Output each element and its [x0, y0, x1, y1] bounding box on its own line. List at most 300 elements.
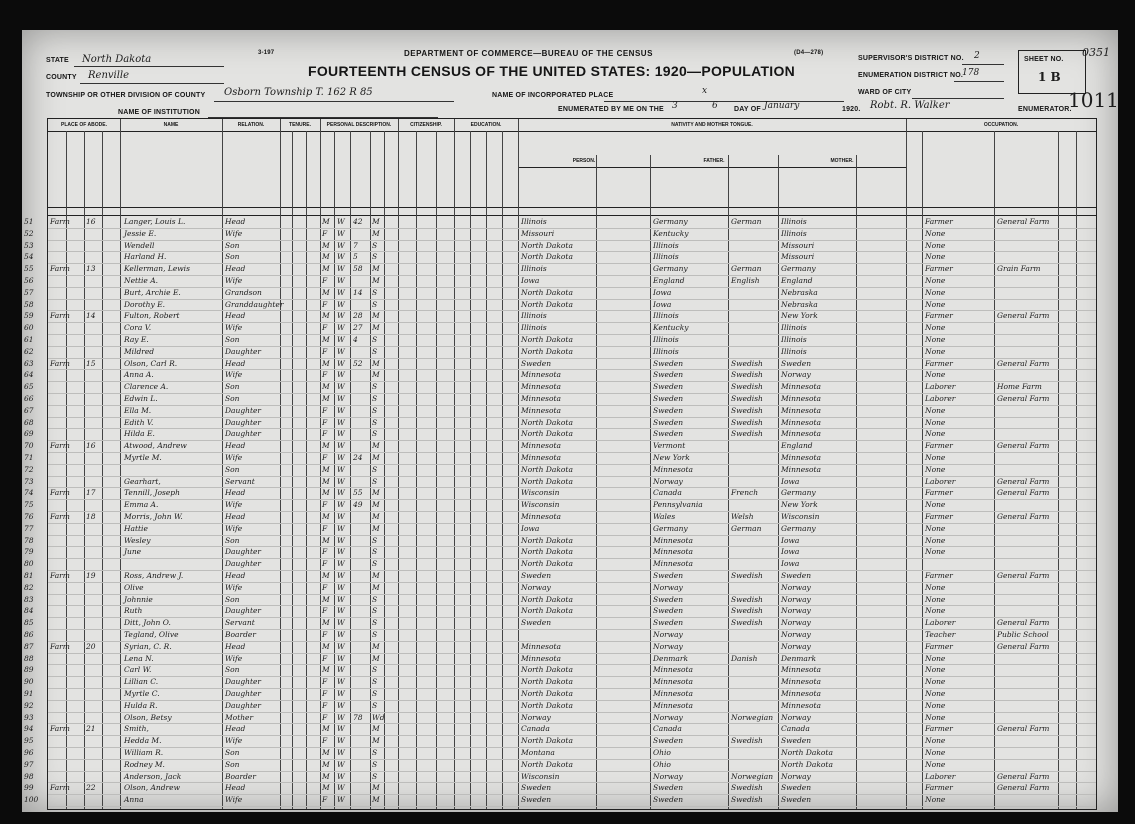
cell-occ: None	[925, 500, 946, 510]
cell-sex: M	[322, 724, 330, 734]
cell-birth: Illinois	[521, 323, 547, 333]
cell-name: Kellerman, Lewis	[124, 264, 190, 274]
cell-rel: Son	[225, 252, 240, 262]
cell-ftongue: Swedish	[731, 394, 763, 403]
cell-mbirth: Sweden	[781, 358, 812, 368]
cell-sex: F	[322, 500, 328, 510]
state-value: North Dakota	[82, 54, 152, 65]
cell-n: 82	[24, 582, 34, 592]
cell-mbirth: New York	[781, 311, 818, 321]
cell-ms: S	[372, 252, 378, 262]
cell-ms: S	[372, 665, 378, 675]
group-nativity: NATIVITY AND MOTHER TONGUE.	[518, 119, 907, 132]
cell-occ: Laborer	[925, 394, 956, 403]
cell-sex: F	[322, 417, 328, 427]
cell-sex: M	[322, 783, 330, 793]
cell-name: Ella M.	[124, 405, 152, 415]
cell-sex: M	[322, 512, 330, 521]
cell-race: W	[337, 464, 345, 474]
cell-name: Burt, Archie E.	[124, 287, 181, 297]
cell-name: Olive	[124, 582, 144, 592]
cell-n: 74	[24, 488, 34, 498]
cell-n: 84	[24, 606, 34, 616]
cell-race: W	[337, 287, 345, 297]
cell-mbirth: Sweden	[781, 736, 812, 746]
cell-dw: Farm	[50, 441, 70, 451]
cell-rel: Wife	[225, 795, 243, 805]
cell-n: 72	[24, 464, 34, 474]
cell-mbirth: Missouri	[781, 240, 815, 250]
cell-name: Morris, John W.	[124, 512, 183, 521]
cell-dw: Farm	[50, 311, 70, 321]
cell-race: W	[337, 771, 345, 781]
cell-name: Rodney M.	[124, 759, 165, 769]
cell-fbirth: Norway	[653, 476, 683, 486]
cell-rel: Son	[225, 594, 240, 604]
enumerator-label: ENUMERATOR.	[1018, 106, 1072, 113]
cell-fbirth: Minnesota	[653, 689, 694, 698]
cell-mbirth: Minnesota	[781, 405, 822, 415]
cell-rel: Boarder	[225, 771, 256, 781]
cell-ftongue: German	[731, 523, 762, 533]
cell-ms: S	[372, 382, 378, 392]
cell-ind: Home Farm	[997, 382, 1042, 392]
cell-ftongue: Swedish	[731, 795, 763, 805]
cell-birth: Illinois	[521, 264, 547, 274]
cell-rel: Daughter	[225, 429, 261, 439]
cell-fbirth: Germany	[653, 217, 688, 226]
cell-rel: Head	[225, 264, 246, 274]
cell-mbirth: Canada	[781, 724, 810, 734]
cell-ms: S	[372, 429, 378, 439]
cell-n: 53	[24, 240, 34, 250]
cell-occ: None	[925, 464, 946, 474]
cell-race: W	[337, 394, 345, 403]
cell-ind: General Farm	[997, 441, 1050, 451]
cell-ind: Public School	[997, 630, 1049, 639]
cell-occ: None	[925, 748, 946, 757]
cell-n: 55	[24, 264, 34, 274]
cell-birth: North Dakota	[521, 464, 573, 474]
cell-mbirth: Norway	[781, 712, 811, 722]
cell-sex: M	[322, 641, 330, 651]
cell-rel: Son	[225, 240, 240, 250]
cell-ind: General Farm	[997, 618, 1050, 628]
cell-fbirth: Wales	[653, 512, 676, 521]
cell-name: Ditt, John O.	[124, 618, 171, 628]
cell-ms: S	[372, 335, 378, 344]
cell-sex: F	[322, 582, 328, 592]
cell-rel: Head	[225, 641, 246, 651]
cell-race: W	[337, 264, 345, 274]
cell-race: W	[337, 665, 345, 675]
cell-birth: North Dakota	[521, 240, 573, 250]
cell-sex: F	[322, 677, 328, 687]
cell-rel: Daughter	[225, 559, 261, 569]
cell-dw: Farm	[50, 264, 70, 274]
cell-occ: None	[925, 795, 946, 805]
cell-birth: North Dakota	[521, 559, 573, 569]
cell-race: W	[337, 582, 345, 592]
cell-name: Johnnie	[124, 594, 153, 604]
cell-fbirth: Sweden	[653, 417, 684, 427]
cell-race: W	[337, 429, 345, 439]
cell-n: 89	[24, 665, 34, 675]
cell-sex: M	[322, 264, 330, 274]
cell-ftongue: Welsh	[731, 512, 754, 521]
cell-name: Cora V.	[124, 323, 152, 333]
cell-name: Jessie E.	[124, 228, 157, 238]
cell-dw: Farm	[50, 488, 70, 498]
cell-occ: None	[925, 299, 946, 309]
cell-occ: Laborer	[925, 476, 956, 486]
cell-n: 85	[24, 618, 34, 628]
cell-sex: F	[322, 323, 328, 333]
cell-ms: M	[372, 217, 380, 226]
cell-occ: None	[925, 582, 946, 592]
cell-mbirth: Germany	[781, 523, 816, 533]
cell-name: Gearhart,	[124, 476, 161, 486]
cell-n: 88	[24, 653, 34, 663]
cell-age: 49	[353, 500, 363, 510]
cell-ms: M	[372, 488, 380, 498]
cell-sex: M	[322, 594, 330, 604]
cell-ms: S	[372, 677, 378, 687]
cell-age: 42	[353, 217, 363, 226]
cell-name: Fulton, Robert	[124, 311, 180, 321]
cell-n: 86	[24, 630, 34, 639]
cell-birth: North Dakota	[521, 665, 573, 675]
cell-rel: Wife	[225, 500, 243, 510]
cell-fam: 15	[86, 358, 96, 368]
cell-fbirth: Sweden	[653, 358, 684, 368]
cell-n: 95	[24, 736, 34, 746]
cell-birth: Sweden	[521, 618, 552, 628]
cell-birth: North Dakota	[521, 759, 573, 769]
cell-ftongue: Swedish	[731, 382, 763, 392]
cell-sex: M	[322, 488, 330, 498]
cell-occ: None	[925, 287, 946, 297]
month-value: January	[764, 101, 800, 111]
cell-race: W	[337, 618, 345, 628]
cell-race: W	[337, 641, 345, 651]
cell-race: W	[337, 677, 345, 687]
cell-n: 98	[24, 771, 34, 781]
cell-race: W	[337, 512, 345, 521]
cell-occ: None	[925, 535, 946, 545]
cell-dw: Farm	[50, 641, 70, 651]
township-label: TOWNSHIP OR OTHER DIVISION OF COUNTY	[46, 92, 206, 99]
group-personal-description: PERSONAL DESCRIPTION.	[320, 119, 399, 132]
cell-rel: Son	[225, 748, 240, 757]
cell-ms: M	[372, 500, 380, 510]
cell-sex: F	[322, 228, 328, 238]
cell-occ: None	[925, 700, 946, 710]
cell-rel: Head	[225, 571, 246, 580]
cell-rel: Wife	[225, 228, 243, 238]
cell-mbirth: Norway	[781, 771, 811, 781]
cell-fbirth: Sweden	[653, 405, 684, 415]
cell-race: W	[337, 476, 345, 486]
cell-race: W	[337, 630, 345, 639]
cell-birth: Minnesota	[521, 641, 562, 651]
cell-ms: S	[372, 405, 378, 415]
cell-name: Ruth	[124, 606, 143, 616]
cell-rel: Son	[225, 759, 240, 769]
cell-fbirth: Iowa	[653, 299, 672, 309]
cell-birth: Norway	[521, 712, 551, 722]
cell-fbirth: Sweden	[653, 370, 684, 380]
cell-race: W	[337, 606, 345, 616]
cell-race: W	[337, 547, 345, 557]
cell-fam: 19	[86, 571, 96, 580]
cell-fam: 20	[86, 641, 96, 651]
cell-ms: S	[372, 630, 378, 639]
cell-sex: F	[322, 736, 328, 746]
cell-occ: None	[925, 606, 946, 616]
cell-ftongue: Swedish	[731, 429, 763, 439]
cell-rel: Daughter	[225, 417, 261, 427]
cell-ftongue: Swedish	[731, 370, 763, 380]
population-schedule-grid	[24, 118, 1097, 810]
cell-ms: M	[372, 370, 380, 380]
cell-occ: None	[925, 665, 946, 675]
cell-dw: Farm	[50, 358, 70, 368]
cell-race: W	[337, 252, 345, 262]
cell-birth: North Dakota	[521, 535, 573, 545]
cell-name: Smith,	[124, 724, 149, 734]
cell-mbirth: Illinois	[781, 323, 807, 333]
cell-birth: Sweden	[521, 783, 552, 793]
cell-sex: F	[322, 712, 328, 722]
cell-birth: Sweden	[521, 571, 552, 580]
cell-n: 100	[24, 795, 39, 805]
cell-age: 78	[353, 712, 363, 722]
cell-occ: None	[925, 712, 946, 722]
cell-ind: General Farm	[997, 512, 1050, 521]
cell-n: 59	[24, 311, 34, 321]
cell-birth: Montana	[521, 748, 555, 757]
cell-fbirth: Canada	[653, 488, 682, 498]
cell-fbirth: Minnesota	[653, 665, 694, 675]
cell-occ: Farmer	[925, 488, 953, 498]
cell-rel: Daughter	[225, 689, 261, 698]
cell-fbirth: England	[653, 276, 685, 285]
cell-birth: Wisconsin	[521, 500, 560, 510]
cell-name: Hattie	[124, 523, 148, 533]
cell-birth: Minnesota	[521, 405, 562, 415]
cell-occ: None	[925, 346, 946, 356]
cell-ftongue: English	[731, 276, 760, 285]
cell-mbirth: Illinois	[781, 346, 807, 356]
cell-occ: None	[925, 276, 946, 285]
cell-birth: Minnesota	[521, 370, 562, 380]
cell-fbirth: Iowa	[653, 287, 672, 297]
cell-rel: Son	[225, 665, 240, 675]
cell-birth: Sweden	[521, 358, 552, 368]
cell-race: W	[337, 240, 345, 250]
cell-rel: Servant	[225, 618, 255, 628]
incorporated-value: x	[702, 86, 708, 96]
cell-name: Ross, Andrew J.	[124, 571, 184, 580]
cell-ms: M	[372, 264, 380, 274]
cell-ms: S	[372, 771, 378, 781]
cell-occ: None	[925, 653, 946, 663]
cell-occ: Farmer	[925, 783, 953, 793]
cell-sex: F	[322, 453, 328, 462]
cell-birth: North Dakota	[521, 346, 573, 356]
cell-race: W	[337, 535, 345, 545]
cell-name: Wesley	[124, 535, 151, 545]
cell-race: W	[337, 736, 345, 746]
cell-occ: None	[925, 736, 946, 746]
cell-ms: M	[372, 724, 380, 734]
cell-fbirth: New York	[653, 453, 690, 462]
cell-ms: M	[372, 795, 380, 805]
cell-n: 76	[24, 512, 34, 521]
cell-name: Tennill, Joseph	[124, 488, 180, 498]
cell-mbirth: Norway	[781, 370, 811, 380]
cell-race: W	[337, 712, 345, 722]
cell-ms: S	[372, 240, 378, 250]
cell-n: 63	[24, 358, 34, 368]
cell-age: 4	[353, 335, 358, 344]
cell-sex: M	[322, 358, 330, 368]
cell-ftongue: Swedish	[731, 417, 763, 427]
cell-name: Ray E.	[124, 335, 149, 344]
subgroup-person: PERSON.	[518, 155, 651, 168]
cell-rel: Son	[225, 394, 240, 403]
cell-race: W	[337, 500, 345, 510]
cell-ms: M	[372, 512, 380, 521]
cell-rel: Head	[225, 783, 246, 793]
cell-race: W	[337, 382, 345, 392]
cell-occ: None	[925, 405, 946, 415]
subgroup-father: FATHER.	[650, 155, 779, 168]
state-label: STATE	[46, 57, 69, 64]
cell-n: 97	[24, 759, 34, 769]
sheet-value: 1 B	[1038, 70, 1061, 84]
cell-fbirth: Illinois	[653, 311, 679, 321]
cell-mbirth: Iowa	[781, 476, 800, 486]
cell-mbirth: Illinois	[781, 335, 807, 344]
cell-race: W	[337, 594, 345, 604]
cell-fbirth: Sweden	[653, 394, 684, 403]
cell-name: Anderson, Jack	[124, 771, 182, 781]
enumerated-label: ENUMERATED BY ME ON THE	[558, 106, 664, 113]
cell-ftongue: French	[731, 488, 759, 498]
cell-fbirth: Sweden	[653, 736, 684, 746]
cell-sex: F	[322, 606, 328, 616]
cell-rel: Daughter	[225, 606, 261, 616]
cell-ftongue: Norwegian	[731, 712, 774, 722]
cell-race: W	[337, 571, 345, 580]
cell-fbirth: Minnesota	[653, 547, 694, 557]
cell-fbirth: Sweden	[653, 795, 684, 805]
cell-ms: S	[372, 464, 378, 474]
cell-rel: Head	[225, 217, 246, 226]
cell-n: 64	[24, 370, 34, 380]
cell-dw: Farm	[50, 783, 70, 793]
cell-fbirth: Minnesota	[653, 559, 694, 569]
cell-mbirth: Sweden	[781, 783, 812, 793]
cell-ms: M	[372, 441, 380, 451]
cell-birth: Sweden	[521, 795, 552, 805]
cell-fbirth: Illinois	[653, 252, 679, 262]
cell-ms: S	[372, 618, 378, 628]
cell-n: 56	[24, 276, 34, 285]
cell-mbirth: Illinois	[781, 217, 807, 226]
cell-mbirth: Missouri	[781, 252, 815, 262]
cell-n: 87	[24, 641, 34, 651]
cell-ms: M	[372, 276, 380, 285]
cell-rel: Son	[225, 335, 240, 344]
cell-race: W	[337, 783, 345, 793]
cell-sex: F	[322, 346, 328, 356]
cell-mbirth: Minnesota	[781, 417, 822, 427]
cell-ftongue: Swedish	[731, 783, 763, 793]
cell-dw: Farm	[50, 512, 70, 521]
cell-name: June	[124, 547, 142, 557]
cell-occ: None	[925, 677, 946, 687]
cell-sex: F	[322, 689, 328, 698]
cell-fam: 17	[86, 488, 96, 498]
cell-n: 78	[24, 535, 34, 545]
cell-birth: North Dakota	[521, 417, 573, 427]
cell-fam: 16	[86, 217, 96, 226]
cell-n: 52	[24, 228, 34, 238]
supervisor-label: SUPERVISOR'S DISTRICT NO.	[858, 55, 964, 62]
cell-birth: Illinois	[521, 217, 547, 226]
ward-label: WARD OF CITY	[858, 89, 912, 96]
incorporated-label: NAME OF INCORPORATED PLACE	[492, 92, 614, 99]
cell-occ: None	[925, 453, 946, 462]
cell-sex: M	[322, 311, 330, 321]
cell-n: 77	[24, 523, 34, 533]
cell-name: Tegland, Olive	[124, 630, 179, 639]
cell-rel: Daughter	[225, 346, 261, 356]
cell-ms: S	[372, 346, 378, 356]
cell-race: W	[337, 358, 345, 368]
institution-label: NAME OF INSTITUTION	[118, 109, 200, 116]
cell-rel: Wife	[225, 653, 243, 663]
cell-n: 66	[24, 394, 34, 403]
enumeration-value: 178	[962, 68, 980, 78]
cell-mbirth: Norway	[781, 641, 811, 651]
cell-ms: M	[372, 641, 380, 651]
cell-rel: Head	[225, 358, 246, 368]
cell-n: 90	[24, 677, 34, 687]
cell-fbirth: Ohio	[653, 759, 671, 769]
cell-mbirth: Minnesota	[781, 665, 822, 675]
cell-sex: M	[322, 771, 330, 781]
cell-sex: F	[322, 653, 328, 663]
cell-fbirth: Norway	[653, 771, 683, 781]
cell-ftongue: German	[731, 217, 762, 226]
cell-ms: S	[372, 476, 378, 486]
cell-dw: Farm	[50, 724, 70, 734]
cell-rel: Daughter	[225, 700, 261, 710]
cell-rel: Servant	[225, 476, 255, 486]
cell-birth: North Dakota	[521, 299, 573, 309]
cell-age: 24	[353, 453, 363, 462]
cell-ms: S	[372, 299, 378, 309]
cell-fbirth: Illinois	[653, 240, 679, 250]
cell-sex: F	[322, 559, 328, 569]
cell-ind: Grain Farm	[997, 264, 1041, 274]
cell-fbirth: Vermont	[653, 441, 686, 451]
cell-fam: 14	[86, 311, 96, 321]
